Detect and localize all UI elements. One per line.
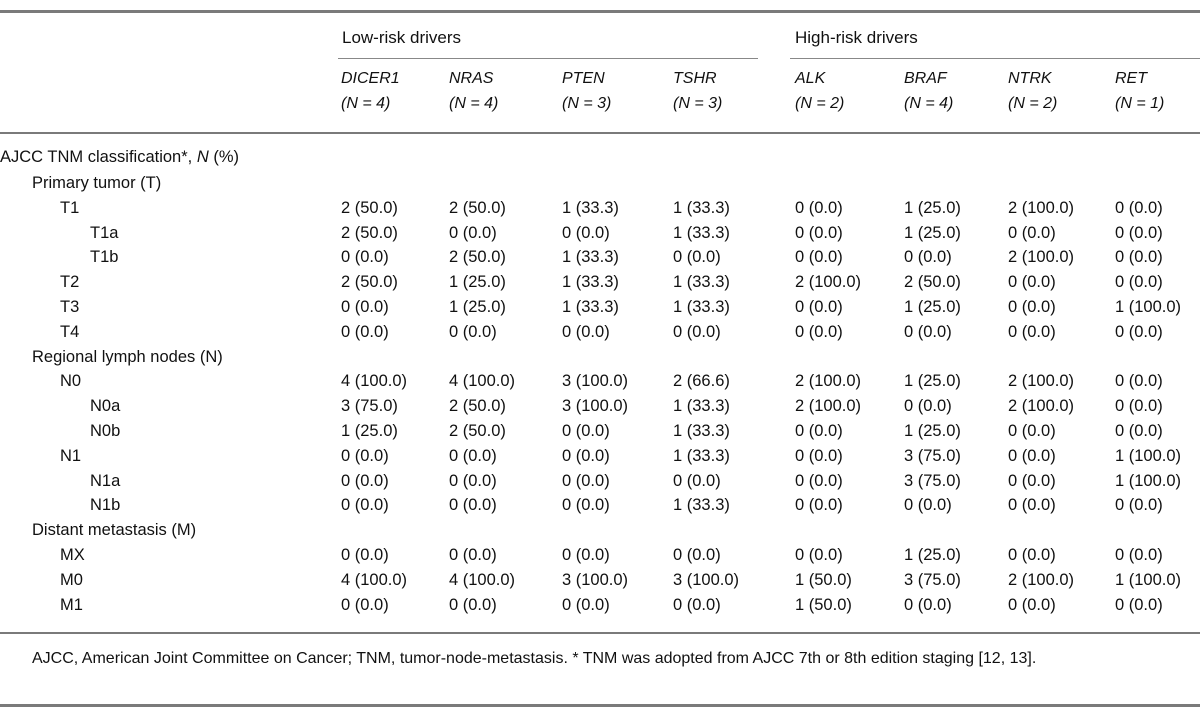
- table-cell: 0 (0.0): [562, 496, 610, 515]
- table-cell: 0 (0.0): [1008, 471, 1056, 490]
- column-sample-size: (N = 3): [673, 95, 723, 112]
- table-cell: 2 (100.0): [795, 397, 862, 416]
- column-header: [1008, 66, 1057, 116]
- table-cell: 0 (0.0): [795, 223, 843, 242]
- table-row: [0, 496, 1200, 521]
- row-label: Regional lymph nodes (N): [32, 347, 223, 366]
- group-header-low-risk: Low-risk drivers: [342, 28, 462, 47]
- table-cell: 0 (0.0): [1008, 446, 1056, 465]
- table-cell: 0 (0.0): [562, 223, 610, 242]
- table-top-rule: [0, 10, 1200, 13]
- column-gene-name: TSHR: [673, 70, 717, 87]
- row-label: T1a: [90, 223, 119, 242]
- table-cell: 3 (75.0): [904, 570, 961, 589]
- table-footnote: AJCC, American Joint Committee on Cancer; TNM, tumor-node-metastasis. * TNM was adopted from AJCC 7th or 8th edition staging [12, 13].: [32, 650, 1037, 667]
- table-cell: 1 (25.0): [449, 273, 506, 292]
- column-gene-name: BRAF: [904, 70, 947, 87]
- table-row: [0, 472, 1200, 497]
- table-row: [0, 372, 1200, 397]
- table-cell: 0 (0.0): [341, 496, 389, 515]
- page-bottom-rule: [0, 704, 1200, 707]
- column-sample-size: (N = 4): [341, 95, 391, 112]
- table-cell: 1 (33.3): [562, 273, 619, 292]
- table-cell: 2 (100.0): [1008, 570, 1075, 589]
- table-cell: 0 (0.0): [1115, 223, 1163, 242]
- row-label: N1b: [90, 496, 121, 515]
- column-header: [1115, 66, 1164, 116]
- table-cell: 1 (25.0): [904, 422, 961, 440]
- table-cell: 0 (0.0): [795, 546, 843, 564]
- table-cell: 0 (0.0): [449, 471, 497, 490]
- table-cell: 1 (50.0): [795, 595, 852, 614]
- section-title-row: [0, 148, 1200, 173]
- row-label: M1: [60, 595, 83, 614]
- column-gene-name: DICER1: [341, 70, 400, 87]
- table-cell: 0 (0.0): [1115, 422, 1163, 440]
- table-cell: 3 (75.0): [904, 446, 961, 465]
- row-label: T3: [60, 298, 80, 316]
- table-cell: 2 (100.0): [1008, 248, 1075, 267]
- table-cell: 0 (0.0): [562, 546, 610, 564]
- table-cell: 0 (0.0): [562, 422, 610, 440]
- table-cell: 0 (0.0): [1115, 372, 1163, 391]
- table-cell: 3 (100.0): [562, 372, 629, 391]
- column-header: [795, 66, 844, 116]
- table-cell: 3 (75.0): [341, 397, 398, 416]
- table-cell: 1 (25.0): [904, 298, 961, 316]
- table-cell: 0 (0.0): [904, 322, 952, 341]
- table-cell: 0 (0.0): [795, 198, 843, 217]
- table-cell: 0 (0.0): [795, 446, 843, 465]
- table-cell: 0 (0.0): [1115, 273, 1163, 292]
- table-cell: 0 (0.0): [1008, 223, 1056, 242]
- table-cell: 1 (100.0): [1115, 446, 1182, 465]
- table-cell: 0 (0.0): [1008, 422, 1056, 440]
- table-cell: 0 (0.0): [795, 298, 843, 316]
- category-row: [0, 521, 1200, 546]
- table-cell: 2 (50.0): [904, 273, 961, 292]
- table-cell: 1 (100.0): [1115, 471, 1182, 490]
- column-sample-size: (N = 4): [449, 95, 499, 112]
- table-row: [0, 546, 1200, 571]
- table-cell: 1 (33.3): [562, 248, 619, 267]
- table-cell: 0 (0.0): [449, 595, 497, 614]
- table-cell: 0 (0.0): [1115, 595, 1163, 614]
- group-underline-low-risk: [338, 58, 758, 59]
- table-cell: 1 (33.3): [562, 198, 619, 217]
- section-title: AJCC TNM classification*, N (%): [0, 148, 239, 166]
- table-cell: 1 (33.3): [673, 223, 730, 242]
- table-cell: 0 (0.0): [673, 248, 721, 267]
- category-row: [0, 174, 1200, 199]
- table-cell: 4 (100.0): [449, 372, 516, 391]
- table-row: [0, 596, 1200, 621]
- table-cell: 0 (0.0): [1008, 595, 1056, 614]
- table-cell: 0 (0.0): [904, 248, 952, 267]
- table-cell: 0 (0.0): [449, 446, 497, 465]
- column-header: [341, 66, 400, 116]
- group-underline-high-risk: [790, 58, 1200, 59]
- row-label: MX: [60, 546, 85, 564]
- table-cell: 1 (33.3): [673, 397, 730, 416]
- column-gene-name: NTRK: [1008, 70, 1052, 87]
- table-cell: 0 (0.0): [795, 471, 843, 490]
- column-gene-name: PTEN: [562, 70, 605, 87]
- table-row: [0, 298, 1200, 323]
- table-cell: 0 (0.0): [904, 496, 952, 515]
- table-cell: 1 (33.3): [673, 422, 730, 440]
- table-cell: 2 (100.0): [795, 372, 862, 391]
- column-gene-name: NRAS: [449, 70, 494, 87]
- table-cell: 2 (50.0): [449, 198, 506, 217]
- table-cell: 2 (100.0): [795, 273, 862, 292]
- table-cell: 1 (100.0): [1115, 570, 1182, 589]
- table-cell: 0 (0.0): [449, 223, 497, 242]
- table-cell: 2 (100.0): [1008, 198, 1075, 217]
- table-cell: 0 (0.0): [1115, 198, 1163, 217]
- table-cell: 0 (0.0): [673, 322, 721, 341]
- table-row: [0, 447, 1200, 472]
- table-cell: 0 (0.0): [341, 546, 389, 564]
- row-label: N0a: [90, 397, 121, 416]
- table-row: [0, 323, 1200, 348]
- table-cell: 0 (0.0): [341, 446, 389, 465]
- row-label: T4: [60, 322, 80, 341]
- row-label: N0b: [90, 422, 121, 440]
- table-cell: 2 (50.0): [449, 248, 506, 267]
- row-label: Primary tumor (T): [32, 174, 162, 192]
- row-label: T1: [60, 198, 80, 217]
- column-header: [904, 66, 953, 116]
- table-cell: 0 (0.0): [795, 322, 843, 341]
- table-cell: 1 (50.0): [795, 570, 852, 589]
- table-cell: 2 (50.0): [341, 273, 398, 292]
- table-cell: 0 (0.0): [341, 471, 389, 490]
- table-cell: 0 (0.0): [1008, 546, 1056, 564]
- column-gene-name: ALK: [795, 70, 826, 87]
- table-cell: 4 (100.0): [449, 570, 516, 589]
- table-cell: 0 (0.0): [795, 248, 843, 267]
- column-header: [673, 66, 722, 116]
- table-cell: 0 (0.0): [1115, 322, 1163, 341]
- table-cell: 0 (0.0): [1008, 322, 1056, 341]
- table-cell: 0 (0.0): [1115, 496, 1163, 515]
- table-cell: 1 (25.0): [449, 298, 506, 316]
- table-cell: 3 (100.0): [673, 570, 740, 589]
- table-row: [0, 273, 1200, 298]
- table-cell: 3 (100.0): [562, 570, 629, 589]
- table-cell: 0 (0.0): [904, 595, 952, 614]
- table-cell: 1 (25.0): [904, 546, 961, 564]
- table-cell: 0 (0.0): [449, 496, 497, 515]
- table-row: [0, 571, 1200, 596]
- table-cell: 1 (33.3): [673, 496, 730, 515]
- row-label: T2: [60, 273, 80, 292]
- row-label: M0: [60, 570, 83, 589]
- table-cell: 0 (0.0): [1115, 248, 1163, 267]
- table-cell: 0 (0.0): [795, 496, 843, 515]
- table-cell: 2 (50.0): [449, 422, 506, 440]
- table-cell: 0 (0.0): [341, 595, 389, 614]
- table-cell: 1 (25.0): [904, 198, 961, 217]
- table-cell: 0 (0.0): [562, 471, 610, 490]
- table-bottom-rule: [0, 632, 1200, 634]
- table-cell: 0 (0.0): [673, 546, 721, 564]
- table-cell: 1 (33.3): [673, 446, 730, 465]
- table-cell: 0 (0.0): [562, 595, 610, 614]
- column-sample-size: (N = 4): [904, 95, 954, 112]
- column-header: [449, 66, 498, 116]
- table-cell: 1 (33.3): [673, 273, 730, 292]
- table-row: [0, 397, 1200, 422]
- table-cell: 2 (50.0): [449, 397, 506, 416]
- table-cell: 1 (25.0): [904, 223, 961, 242]
- category-row: [0, 348, 1200, 373]
- column-sample-size: (N = 1): [1115, 95, 1165, 112]
- table-cell: 1 (25.0): [341, 422, 398, 440]
- column-sample-size: (N = 3): [562, 95, 612, 112]
- table-cell: 1 (25.0): [904, 372, 961, 391]
- row-label: N1a: [90, 471, 121, 490]
- table-row: [0, 224, 1200, 249]
- table-cell: 0 (0.0): [449, 546, 497, 564]
- table-cell: 0 (0.0): [1115, 546, 1163, 564]
- table-cell: 0 (0.0): [562, 446, 610, 465]
- table-cell: 0 (0.0): [562, 322, 610, 341]
- table-cell: 2 (100.0): [1008, 372, 1075, 391]
- column-gene-name: RET: [1115, 70, 1147, 87]
- table-cell: 0 (0.0): [795, 422, 843, 440]
- table-cell: 0 (0.0): [341, 322, 389, 341]
- table-cell: 2 (50.0): [341, 223, 398, 242]
- table-row: [0, 248, 1200, 273]
- table-cell: 1 (100.0): [1115, 298, 1182, 316]
- table-cell: 0 (0.0): [449, 322, 497, 341]
- table-row: [0, 422, 1200, 447]
- row-label: N1: [60, 446, 82, 465]
- table-cell: 1 (33.3): [673, 198, 730, 217]
- column-sample-size: (N = 2): [795, 95, 845, 112]
- table-cell: 0 (0.0): [1008, 273, 1056, 292]
- table-row: [0, 199, 1200, 224]
- column-header: [562, 66, 611, 116]
- table-cell: 3 (100.0): [562, 397, 629, 416]
- table-cell: 0 (0.0): [673, 471, 721, 490]
- table-cell: 2 (66.6): [673, 372, 730, 391]
- table-cell: 0 (0.0): [904, 397, 952, 416]
- row-label: Distant metastasis (M): [32, 521, 197, 540]
- table-cell: 1 (33.3): [562, 298, 619, 316]
- table-cell: 2 (50.0): [341, 198, 398, 217]
- table-cell: 1 (33.3): [673, 298, 730, 316]
- table-cell: 0 (0.0): [341, 248, 389, 267]
- table-cell: 0 (0.0): [1008, 496, 1056, 515]
- table-cell: 0 (0.0): [673, 595, 721, 614]
- header-bottom-rule: [0, 132, 1200, 134]
- table-cell: 4 (100.0): [341, 570, 408, 589]
- column-sample-size: (N = 2): [1008, 95, 1058, 112]
- table-cell: 3 (75.0): [904, 471, 961, 490]
- table-cell: 0 (0.0): [1115, 397, 1163, 416]
- table-cell: 0 (0.0): [1008, 298, 1056, 316]
- row-label: T1b: [90, 248, 119, 267]
- table-cell: 0 (0.0): [341, 298, 389, 316]
- table-cell: 4 (100.0): [341, 372, 408, 391]
- table-cell: 2 (100.0): [1008, 397, 1075, 416]
- group-header-high-risk: High-risk drivers: [795, 28, 918, 47]
- row-label: N0: [60, 372, 82, 391]
